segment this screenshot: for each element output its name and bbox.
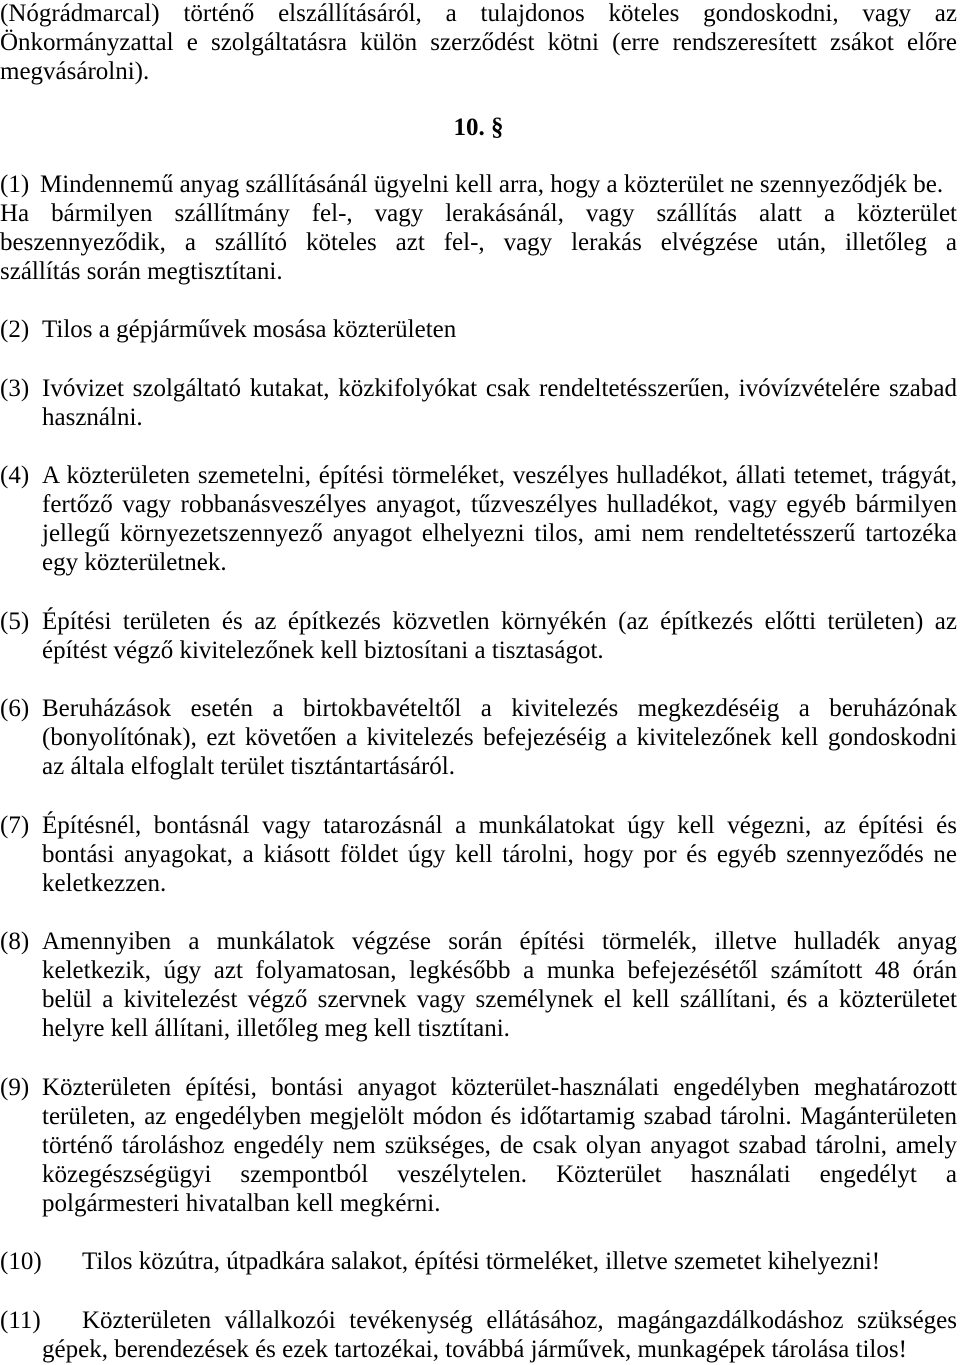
paragraph-text: Amennyiben a munkálatok végzése során építési törmelék, illetve hulladék anyag (42, 928, 957, 955)
paragraph-11 (0, 1306, 957, 1364)
paragraph-number: (4) (0, 462, 30, 489)
paragraph-line (0, 1247, 957, 1276)
paragraph-text: Közterületen építési, bontási anyagot közterület-használati engedélyben meghatározott (42, 1073, 957, 1101)
paragraph-number: (9) (0, 1073, 30, 1101)
paragraph-line (0, 1073, 957, 1102)
paragraph-line: egy közterületnek. (42, 549, 227, 576)
paragraph-line (0, 607, 957, 636)
paragraph-5 (0, 607, 957, 665)
section-heading: 10. § (453, 113, 504, 141)
paragraph-line: (Nógrádmarcal) történő elszállításáról, a tulajdonos köteles gondoskodni, vagy az (0, 0, 957, 27)
paragraph-number: (8) (0, 928, 30, 955)
paragraph-9 (0, 1073, 957, 1218)
paragraph-text: Építésnél, bontásnál vagy tatarozásnál a munkálatokat úgy kell végezni, az építési és (42, 811, 957, 839)
paragraph-text: Ivóvizet szolgáltató kutakat, közkifolyókat csak rendeltetésszerűen, ivóvízvételére szabad (42, 374, 957, 402)
paragraph-text: Beruházások esetén a birtokbavételtől a kivitelezés megkezdéséig a beruházónak (42, 695, 957, 722)
paragraph-text: Tilos a gépjárművek mosása közterületen (42, 316, 457, 343)
paragraph-text: Építési területen és az építkezés közvetlen környékén (az építkezés előtti területen) az (42, 607, 957, 635)
paragraph-line: szállítás során megtisztítani. (0, 257, 283, 285)
paragraph-line: bontási anyagokat, a kiásott földet úgy kell tárolni, hogy por és egyéb szennyeződés ne (42, 840, 957, 868)
paragraph-3 (0, 374, 957, 432)
paragraph-text: A közterületen szemetelni, építési törmeléket, veszélyes hulladékot, állati tetemet, trágyát, (42, 462, 957, 489)
paragraph-line: (bonyolítónak), ezt követően a kivitelezés befejezéséig a kivitelezőnek kell gondoskodni (42, 724, 957, 751)
paragraph-line: az általa elfoglalt terület tisztántartásáról. (42, 753, 455, 780)
paragraph-line: Ha bármilyen szállítmány fel-, vagy lerakásánál, vagy szállítás alatt a közterület (0, 199, 957, 227)
paragraph-number: (2) (0, 316, 30, 343)
paragraph-line: jellegű környezetszennyező anyagot elhelyezni tilos, ami nem rendeltetésszerű tartozéka (42, 520, 957, 547)
paragraph-line (0, 315, 957, 344)
paragraph-number: (1) (0, 170, 30, 198)
paragraph-6 (0, 694, 957, 781)
paragraph-2 (0, 315, 957, 344)
paragraph-line (0, 811, 957, 840)
paragraph-line: helyre kell állítani, illetőleg meg kell tisztítani. (42, 1015, 510, 1042)
paragraph-1 (0, 170, 957, 286)
paragraph-number: (6) (0, 695, 30, 722)
paragraph-number: (10) (0, 1248, 42, 1275)
paragraph-line: fertőző vagy robbanásveszélyes anyagot, tűzveszélyes hulladékot, vagy egyéb bármilyen (42, 491, 957, 518)
paragraph-line: történő tároláshoz engedély nem szükséges, de csak olyan anyagot szabad tárolni, amely (42, 1131, 957, 1159)
paragraph-line: gépek, berendezések és ezek tartozékai, továbbá járművek, munkagépek tárolása tilos! (42, 1335, 907, 1363)
paragraph-line: beszennyeződik, a szállító köteles azt fel-, vagy lerakás elvégzése után, illetőleg a (0, 228, 957, 256)
paragraph-line: területen, az engedélyben megjelölt módon és időtartamig szabad tárolni. Magánterületen (42, 1102, 957, 1130)
paragraph-number: (3) (0, 374, 30, 402)
paragraph-line (0, 374, 957, 403)
paragraph-number: (7) (0, 811, 30, 839)
paragraph-line: közegészségügyi szempontból veszélytelen. Közterület használati engedélyt a (42, 1160, 957, 1188)
paragraph-text: Mindennemű anyag szállításánál ügyelni kell arra, hogy a közterület ne szennyeződjék be. (40, 170, 944, 198)
paragraph-line (0, 927, 957, 956)
paragraph-line: keletkezik, úgy azt folyamatosan, legkésőbb a munka befejezésétől számított 48 órán (42, 957, 957, 984)
paragraph-text: Tilos közútra, útpadkára salakot, építési törmeléket, illetve szemetet kihelyezni! (82, 1248, 881, 1275)
paragraph-7 (0, 811, 957, 898)
paragraph-line: használni. (42, 403, 143, 431)
paragraph-8 (0, 927, 957, 1043)
paragraph-number: (5) (0, 607, 30, 635)
paragraph-line: keletkezzen. (42, 869, 167, 897)
paragraph-4 (0, 461, 957, 577)
paragraph-line: belül a kivitelezést végző szervnek vagy személynek el kell szállítani, és a közterületet (42, 986, 957, 1013)
paragraph-line: polgármesteri hivatalban kell megkérni. (42, 1189, 441, 1217)
paragraph-line: Önkormányzattal e szolgáltatásra külön szerződést kötni (erre rendszeresített zsákot előre (0, 29, 957, 56)
paragraph-line: megvásárolni). (0, 58, 150, 85)
paragraph-line (0, 170, 957, 199)
paragraph-number: (11) (0, 1306, 41, 1334)
paragraph-10 (0, 1247, 957, 1276)
paragraph-text: Közterületen vállalkozói tevékenység ellátásához, magángazdálkodáshoz szükséges (82, 1306, 957, 1334)
paragraph-line (0, 461, 957, 490)
intro-paragraph (0, 0, 957, 86)
paragraph-line (0, 694, 957, 723)
paragraph-line: építést végző kivitelezőnek kell biztosítani a tisztaságot. (42, 636, 604, 664)
paragraph-line (0, 1306, 957, 1335)
